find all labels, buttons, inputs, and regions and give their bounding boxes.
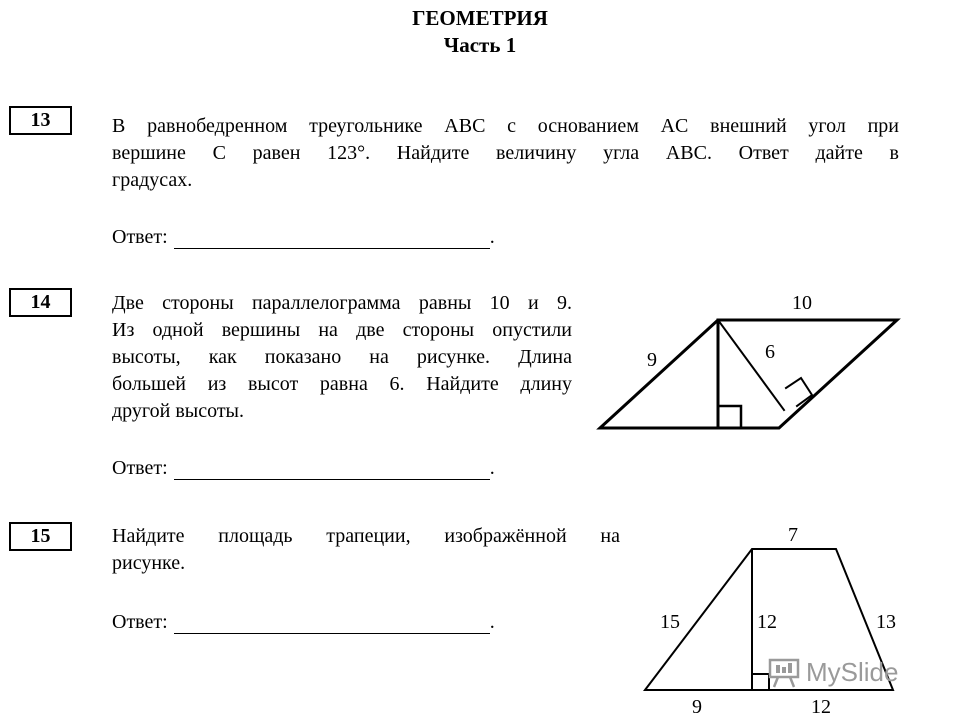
page-subtitle: Часть 1 <box>443 33 517 57</box>
task-15-line: рисунке. <box>112 552 186 574</box>
watermark-text: MySlide <box>806 656 899 687</box>
answer-end: . <box>489 457 495 479</box>
answer-label: Ответ: <box>112 226 168 248</box>
task-number-13: 13 <box>9 106 72 135</box>
answer-end: . <box>489 226 495 248</box>
answer-label: Ответ: <box>112 457 168 479</box>
task-14-line: Две стороны параллелограмма равны 10 и 9. <box>112 292 572 314</box>
task-14-line: большей из высот равна 6. Найдите длину <box>112 373 572 395</box>
task-15-line: Найдите площадь трапеции, изображённой на <box>112 525 620 547</box>
label-height: 12 <box>757 611 777 633</box>
label-top: 7 <box>788 524 798 546</box>
answer-label: Ответ: <box>112 611 168 633</box>
watermark <box>766 656 898 688</box>
task-14-line: высоты, как показано на рисунке. Длина <box>112 346 572 368</box>
task-14-line: другой высоты. <box>112 400 244 422</box>
label-bottom-right: 12 <box>811 696 831 718</box>
answer-end: . <box>489 611 495 633</box>
label-bottom-left: 9 <box>692 696 702 718</box>
label-right-side: 13 <box>876 611 896 633</box>
task-14-line: Из одной вершины на две стороны опустили <box>112 319 572 341</box>
task-number-15: 15 <box>9 522 72 551</box>
page-title: ГЕОМЕТРИЯ <box>412 6 548 30</box>
label-left-side: 9 <box>647 349 657 371</box>
label-top-side: 10 <box>792 292 812 314</box>
label-height: 6 <box>765 341 775 363</box>
task-number-14: 14 <box>9 288 72 317</box>
label-left-side: 15 <box>660 611 680 633</box>
task-13-line: градусах. <box>112 169 193 191</box>
task-13-line: В равнобедренном треугольнике ABC с основанием AC внешний угол при <box>112 115 899 137</box>
presentation-board-icon <box>766 656 802 688</box>
task-13-line: вершине C равен 123°. Найдите величину угла ABC. Ответ дайте в <box>112 142 899 164</box>
